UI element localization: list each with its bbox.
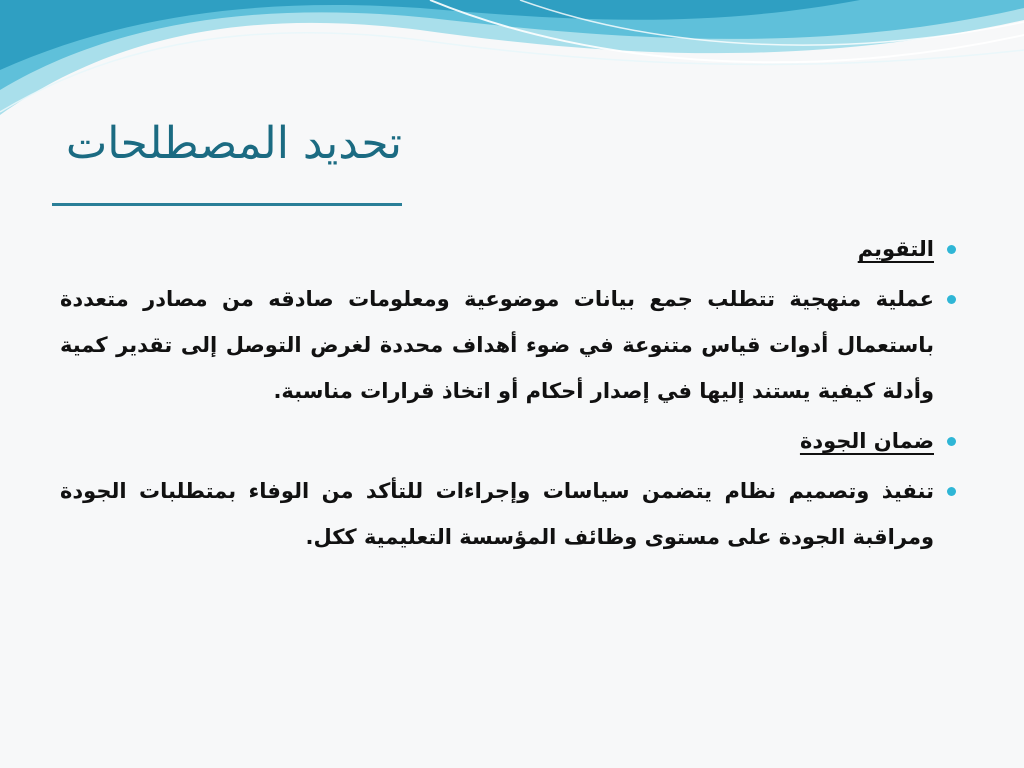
bullet-dot-icon [947, 487, 956, 496]
bullet-dot-icon [947, 295, 956, 304]
bullet-list [60, 226, 934, 564]
term-heading: التقويم [857, 237, 934, 261]
slide-title: تحديد المصطلحات [65, 118, 402, 169]
list-item [60, 276, 934, 414]
bullet-dot-icon [947, 437, 956, 446]
header-wave-decoration [0, 0, 1024, 130]
term-heading: ضمان الجودة [799, 429, 934, 453]
list-item [60, 468, 934, 560]
definition-text: عملية منهجية تتطلب جمع بيانات موضوعية ومعلومات صادقه من مصادر متعددة باستعمال أدوات قياس متنوعة في ضوء أهداف محددة لغرض التوصل إلى تقدير كمية وأدلة كيفية يستند إليها في إصدار أحكام أو اتخاذ قرارات مناسبة. [60, 287, 934, 403]
list-item [60, 226, 934, 272]
definition-text: تنفيذ وتصميم نظام يتضمن سياسات وإجراءات للتأكد من الوفاء بمتطلبات الجودة ومراقبة الجودة على مستوى وظائف المؤسسة التعليمية ككل. [60, 479, 934, 549]
list-item [60, 418, 934, 464]
title-underline [52, 203, 402, 206]
bullet-dot-icon [947, 245, 956, 254]
